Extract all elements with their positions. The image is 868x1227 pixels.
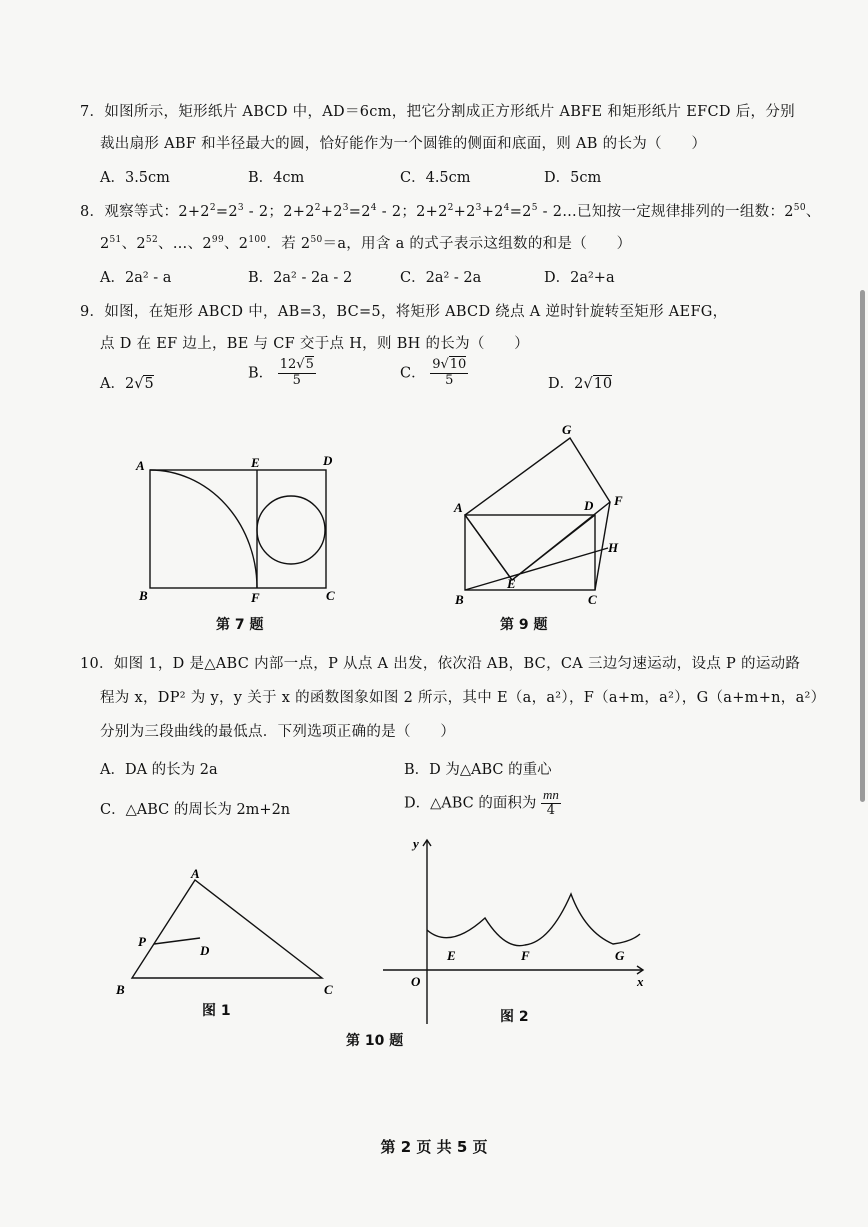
fig10-caption: 第 10 题 (346, 1033, 404, 1049)
q9-option-c: C． $\frac{9√10}{5}$ (400, 357, 467, 388)
fig9-label-h: H (608, 540, 619, 555)
fig9-label-g: G (562, 422, 572, 437)
fig7-label-d: D (323, 453, 333, 468)
q10-option-a: A．DA 的长为 2a (100, 762, 218, 778)
fig7-label-b: B (139, 588, 148, 603)
q8-option-c: C．2a² - 2a (400, 270, 482, 286)
q8-option-d: D．2a²+a (544, 270, 615, 286)
figure-7 (130, 450, 350, 610)
q9-option-d: D．2√10 (548, 376, 613, 392)
fig9-label-b: B (455, 592, 464, 607)
q10-d-fraction: $\frac{mn}{4}$ (543, 787, 559, 818)
fig10a-label-b: B (116, 982, 125, 997)
figure-10-2 (375, 832, 655, 1026)
q7-option-b: B．4cm (248, 170, 305, 186)
q10-line1: 10．如图 1，D 是△ABC 内部一点，P 从点 A 出发，依次沿 AB，BC，CA 三边匀速运动，设点 P 的运动路 (80, 656, 801, 672)
fig10a-triangle-abc (132, 880, 322, 978)
fig9-segment-bh (465, 548, 608, 590)
fig9-caption: 第 9 题 (500, 617, 548, 633)
fig10a-label-d: D (200, 943, 210, 958)
fig10b-label-x: x (637, 974, 644, 989)
vertical-scrollbar[interactable] (860, 290, 865, 802)
fig9-segment-ed (512, 515, 595, 580)
q8-line1: 8．观察等式：$2+2^2=2^3 - 2$；$2+2^2+2^3=2^4 - 2$；$2+2^2+2^3+2^4=2^5$ - 2…已知按一定规律排列的一组数：$2^{50}$、 (80, 203, 821, 220)
q8-option-a: A．2a² - a (100, 270, 172, 286)
q9-b-fraction: $\frac{12√5}{5}$ (279, 357, 314, 388)
fig7-label-a: A (136, 458, 145, 473)
fig10a-label-c: C (324, 982, 333, 997)
q10-option-b: B．D 为△ABC 的重心 (404, 762, 552, 778)
q10-line2: 程为 x，DP² 为 y，y 关于 x 的函数图象如图 2 所示，其中 E（a，a²），F（a+m，a²），G（a+m+n，a²） (100, 690, 826, 706)
fig9-label-f: F (614, 493, 623, 508)
fig10b-label-g: G (615, 948, 625, 963)
fig7-label-c: C (326, 588, 335, 603)
q9-line1: 9．如图，在矩形 ABCD 中，AB=3，BC=5，将矩形 ABCD 绕点 A 逆时针旋转至矩形 AEFG， (80, 304, 728, 320)
q9-option-a: A．2√5 (100, 376, 154, 392)
q7-option-c: C．4.5cm (400, 170, 471, 186)
fig10a-segment-pd (154, 938, 200, 944)
fig10a-label-p: P (138, 934, 146, 949)
fig10-2-caption: 图 2 (500, 1009, 529, 1025)
fig7-label-f: F (251, 590, 260, 605)
fig10a-label-a: A (191, 866, 200, 881)
q9-line2: 点 D 在 EF 边上，BE 与 CF 交于点 H，则 BH 的长为（ ） (100, 336, 530, 352)
fig7-rectangle-abcd (150, 470, 326, 588)
fig10b-curve (427, 894, 640, 946)
q8-line2: $2^{51}$、$2^{52}$、…、$2^{99}$、$2^{100}$．若 $2^{50}=a$，用含 a 的式子表示这组数的和是（ ） (100, 235, 632, 252)
fig9-label-e: E (507, 576, 516, 591)
fig9-label-a: A (454, 500, 463, 515)
q8-tail: ．若 2 (266, 236, 311, 252)
fig9-label-d: D (584, 498, 594, 513)
q10-option-c: C．△ABC 的周长为 2m+2n (100, 802, 291, 818)
q10-line3: 分别为三段曲线的最低点．下列选项正确的是（ ） (100, 724, 456, 740)
fig9-segment-ae (465, 515, 512, 580)
fig10b-label-y: y (413, 836, 419, 851)
figure-10-1 (108, 862, 348, 1002)
fig7-label-e: E (251, 455, 260, 470)
q8-prefix: 8．观察等式： (80, 204, 179, 220)
q7-option-d: D．5cm (544, 170, 602, 186)
fig10b-label-f: F (521, 948, 530, 963)
page-footer: 第 2 页 共 5 页 (380, 1138, 488, 1156)
figure-9 (450, 420, 640, 610)
fig10b-label-o: O (411, 974, 421, 989)
fig10b-label-e: E (447, 948, 456, 963)
fig10-1-caption: 图 1 (202, 1003, 231, 1019)
fig7-caption: 第 7 题 (216, 617, 264, 633)
fig7-sector-arc (150, 470, 257, 588)
fig7-circle (257, 496, 325, 564)
q10-option-d: D．△ABC 的面积为 $\frac{mn}{4}$ (404, 787, 559, 818)
fig9-label-c: C (588, 592, 597, 607)
q8-option-b: B．2a² - 2a - 2 (248, 270, 353, 286)
q8-end: ＝a，用含 a 的式子表示这组数的和是（ ） (322, 236, 632, 252)
fig9-rectangle-abcd (465, 515, 595, 590)
q7-line2: 裁出扇形 ABF 和半径最大的圆，恰好能作为一个圆锥的侧面和底面，则 AB 的长为（ ） (100, 136, 707, 152)
q7-option-a: A．3.5cm (100, 170, 170, 186)
q7-line1: 7．如图所示，矩形纸片 ABCD 中，AD＝6cm，把它分割成正方形纸片 ABFE 和矩形纸片 EFCD 后，分别 (80, 104, 795, 120)
q9-option-b: B． $\frac{12√5}{5}$ (248, 357, 314, 388)
q9-c-fraction: $\frac{9√10}{5}$ (432, 357, 467, 388)
